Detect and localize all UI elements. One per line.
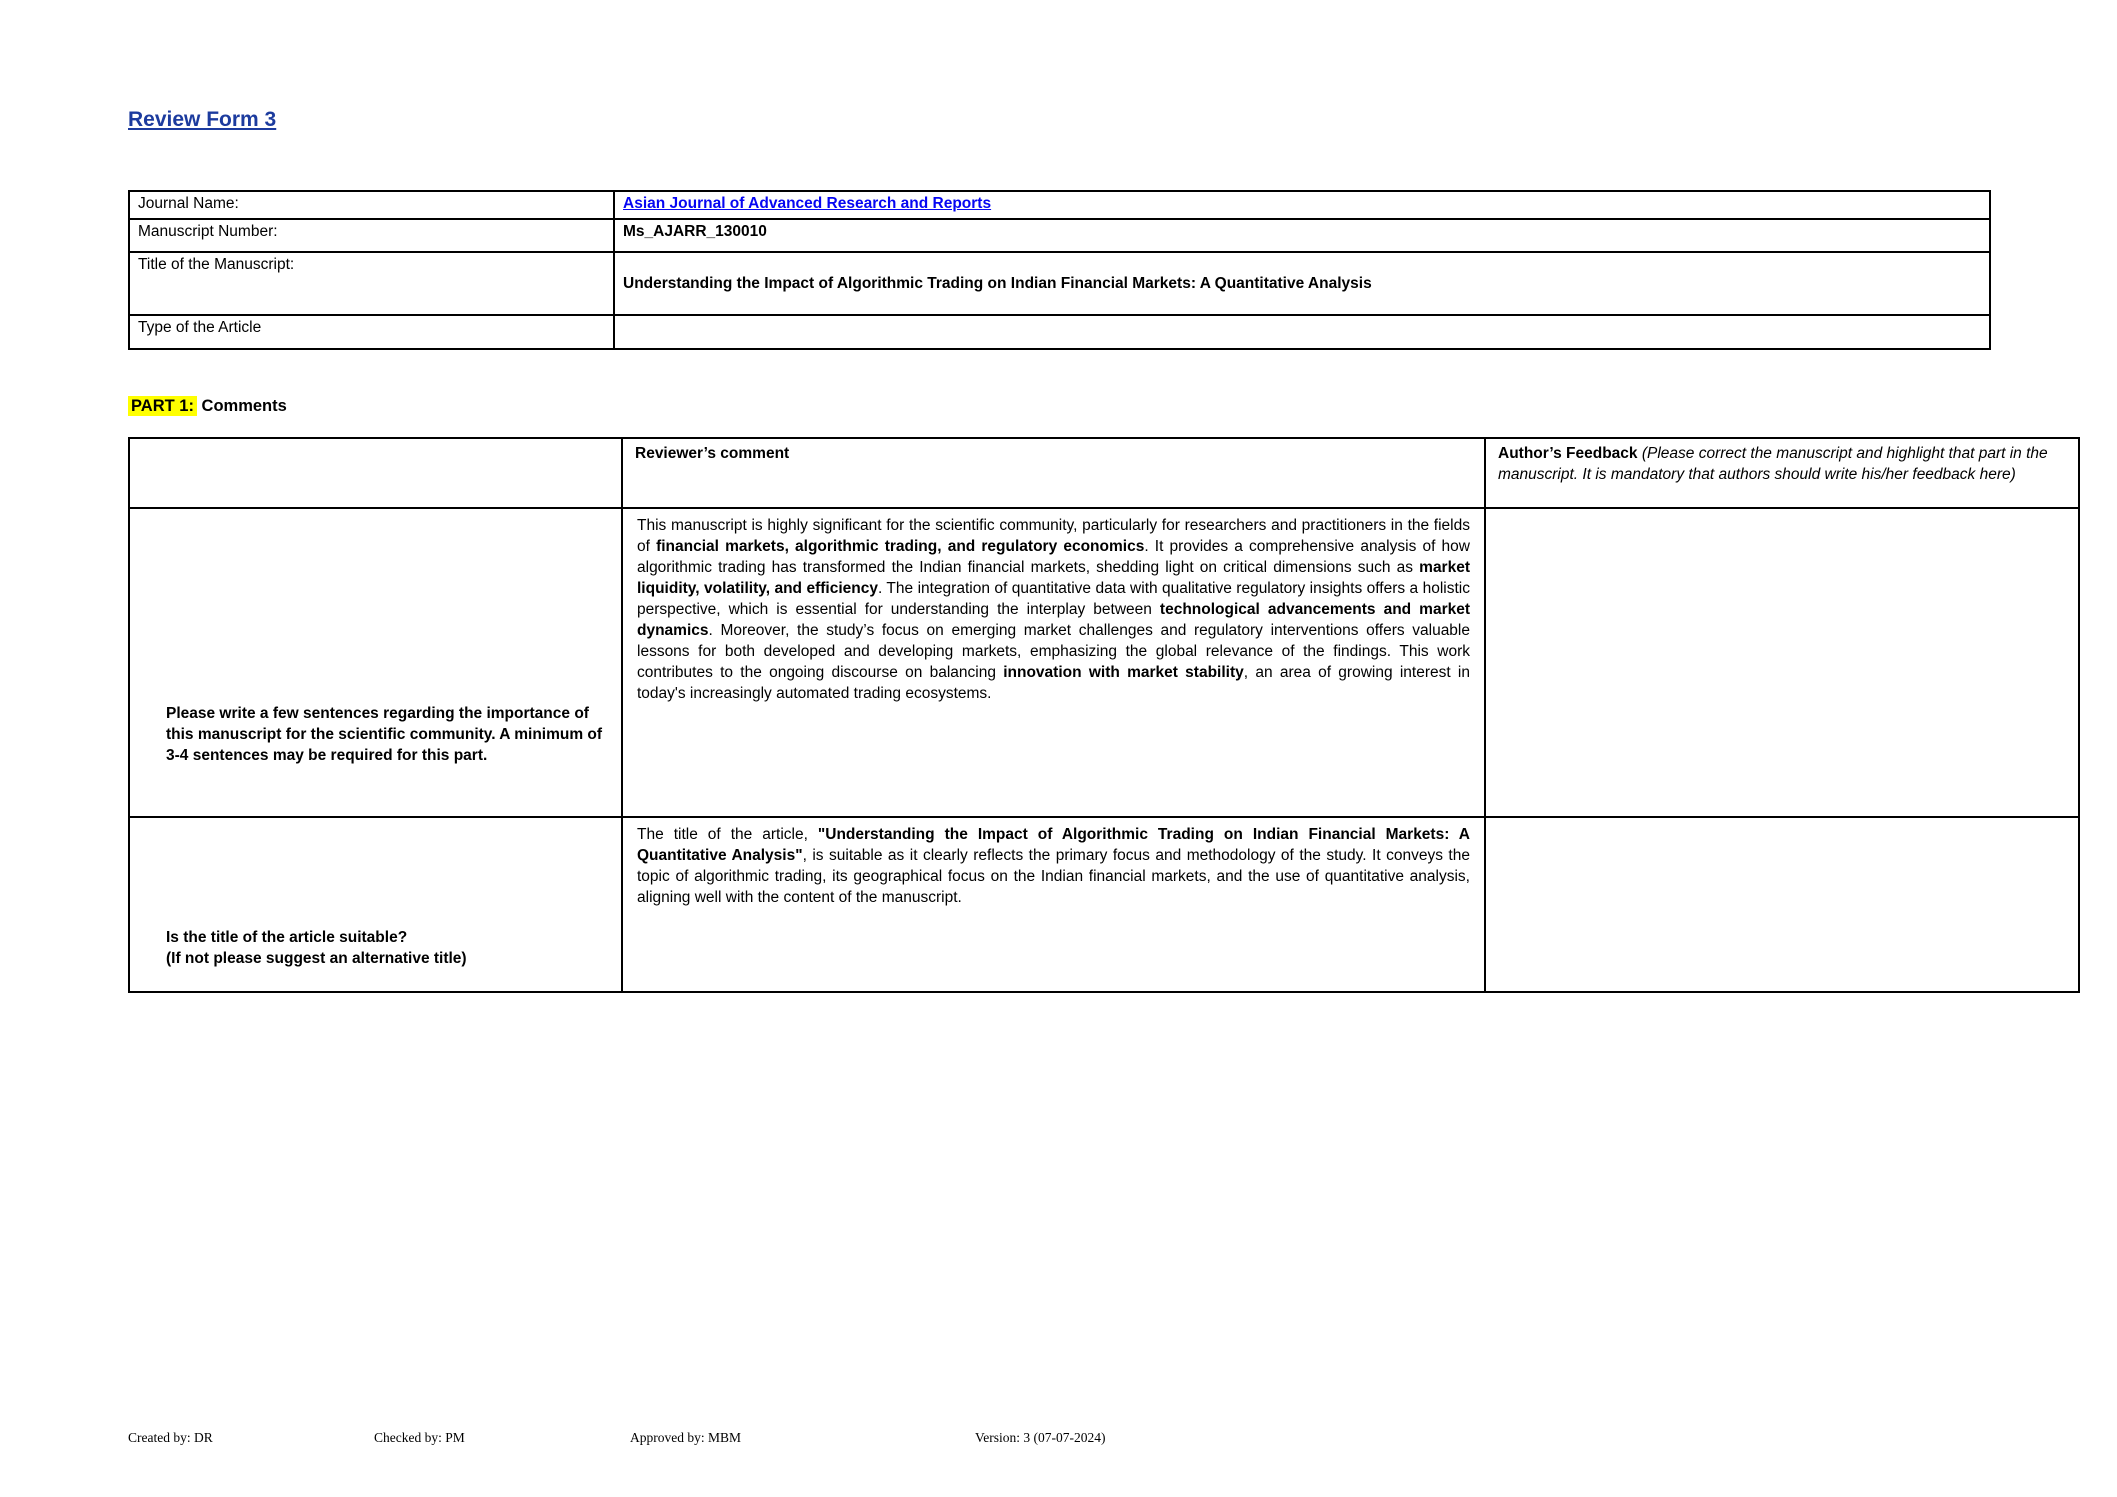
table-row-manuscript-title <box>129 252 1990 315</box>
footer-approved-by: Approved by: MBM <box>630 1430 741 1445</box>
journal-name-link[interactable]: Asian Journal of Advanced Research and Reports <box>623 195 992 212</box>
question-title-suitability <box>129 817 622 992</box>
question-importance <box>129 508 622 817</box>
question-importance-text: Please write a few sentences regarding the importance of this manuscript for the scientific community. A minimum of 3-4 sentences may be required for this part. <box>166 705 603 764</box>
question-title-line2: (If not please suggest an alternative title) <box>166 950 467 967</box>
table-row-title-suitability <box>129 817 2079 992</box>
footer-version: Version: 3 (07-07-2024) <box>975 1430 1106 1445</box>
manuscript-info-table <box>128 190 1991 350</box>
footer-checked-by: Checked by: PM <box>374 1430 465 1445</box>
journal-name-cell <box>614 191 1990 219</box>
article-type-label: Type of the Article <box>129 315 614 349</box>
question-title-line1: Is the title of the article suitable? <box>166 929 408 946</box>
manuscript-title-label: Title of the Manuscript: <box>129 252 614 315</box>
manuscript-number-value: Ms_AJARR_130010 <box>614 219 1990 252</box>
table-row-article-type <box>129 315 1990 349</box>
page-title: Review Form 3 <box>128 108 277 131</box>
author-feedback-title-suitability[interactable] <box>1485 817 2079 992</box>
journal-name-label: Journal Name: <box>129 191 614 219</box>
comments-table <box>128 437 2080 993</box>
author-feedback-header-note: (Please correct the manuscript and highlight that part in the manuscript. It is mandatory that authors should write his/her feedback here) <box>1498 445 2048 483</box>
reviewer-comment-header: Reviewer’s comment <box>622 438 1485 508</box>
table-row-manuscript-number <box>129 219 1990 252</box>
article-type-value <box>614 315 1990 349</box>
part1-title: Comments <box>201 397 287 415</box>
reviewer-comment-importance: This manuscript is highly significant for the scientific community, particularly for researchers and practitioners in the fields of financial markets, algorithmic trading, and regulatory economics. It provides a comprehensive analysis of how algorithmic trading has transformed the Indian financial markets, shedding light on critical dimensions such as market liquidity, volatility, and efficiency. The integration of quantitative data with qualitative regulatory insights offers a holistic perspective, which is essential for understanding the interplay between technological advancements and market dynamics. Moreover, the study’s focus on emerging market challenges and regulatory interventions offers valuable lessons for both developed and developing markets, emphasizing the global relevance of the findings. This work contributes to the ongoing discourse on balancing innovation with market stability, an area of growing interest in today's increasingly automated trading ecosystems. <box>622 508 1485 817</box>
header-empty-cell <box>129 438 622 508</box>
comments-header-row <box>129 438 2079 508</box>
footer-created-by: Created by: DR <box>128 1430 213 1445</box>
manuscript-number-label: Manuscript Number: <box>129 219 614 252</box>
author-feedback-header-bold: Author’s Feedback <box>1498 445 1642 462</box>
part1-badge: PART 1: <box>128 396 197 416</box>
manuscript-title-value: Understanding the Impact of Algorithmic Trading on Indian Financial Markets: A Quantitative Analysis <box>614 252 1990 315</box>
author-feedback-header <box>1485 438 2079 508</box>
table-row-importance <box>129 508 2079 817</box>
part1-heading <box>128 394 287 418</box>
table-row-journal-name <box>129 191 1990 219</box>
reviewer-comment-title-suitability: The title of the article, "Understanding the Impact of Algorithmic Trading on Indian Financial Markets: A Quantitative Analysis", is suitable as it clearly reflects the primary focus and methodology of the study. It conveys the topic of algorithmic trading, its geographical focus on the Indian financial markets, and the use of quantitative analysis, aligning well with the content of the manuscript. <box>622 817 1485 992</box>
author-feedback-importance[interactable] <box>1485 508 2079 817</box>
